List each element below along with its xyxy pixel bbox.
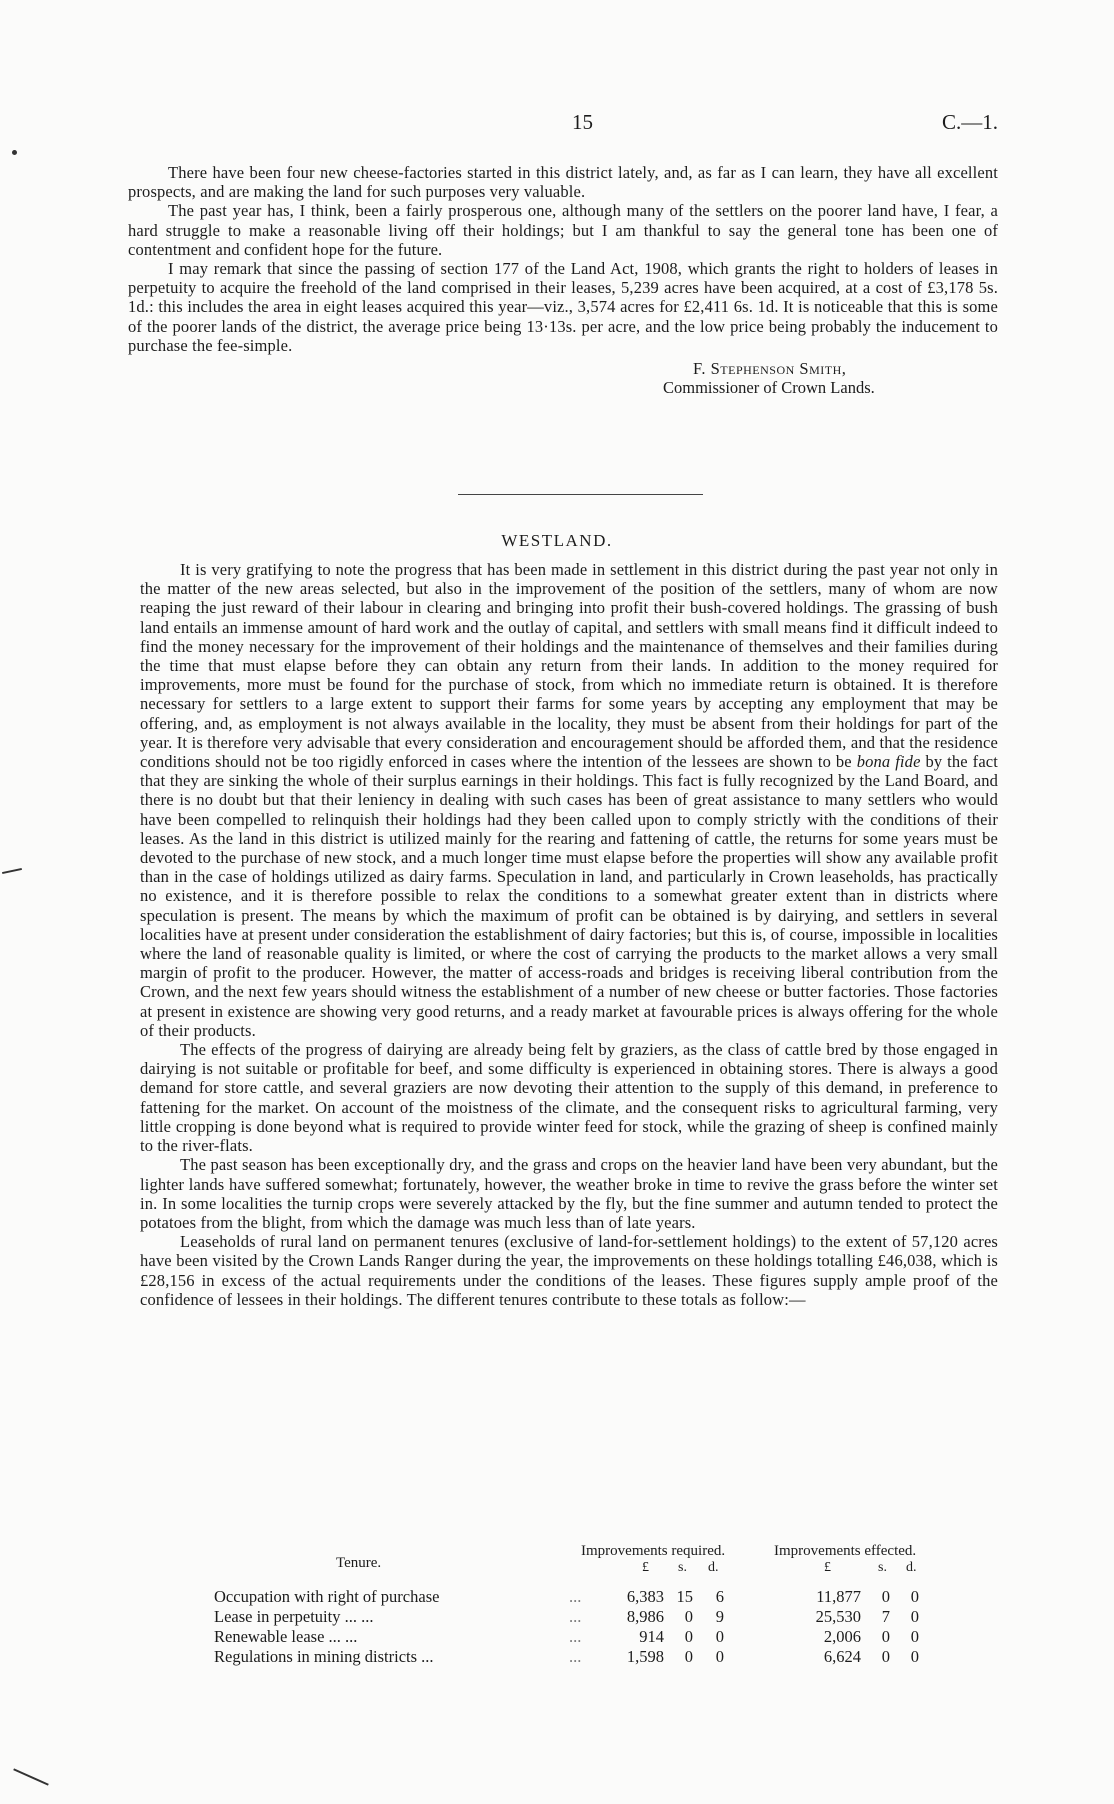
cell-req-d: 0 [715,1647,724,1666]
section-divider [458,494,703,495]
unit-pounds: £ [824,1560,831,1575]
column-header-required: Improvements required. [581,1543,726,1559]
cell-eff-d: 0 [910,1647,919,1666]
cell-req-s: 0 [684,1647,693,1666]
signature-block [663,359,998,398]
cell-req-d: 9 [715,1607,724,1626]
column-header-effected: Improvements effected. [774,1543,917,1559]
cell-eff-s: 0 [881,1627,890,1646]
unit-shillings: s. [678,1560,687,1575]
table-row [214,1627,974,1647]
cell-eff-s: 7 [881,1607,890,1626]
cell-req-s: 0 [684,1607,693,1626]
unit-pence: d. [708,1560,719,1575]
cell-req-l: 6,383 [626,1587,664,1606]
page-header [0,110,1114,140]
cell-eff-s: 0 [881,1587,890,1606]
tenure-table [214,1543,974,1667]
signature-name: F. Stephenson Smith, [693,359,847,379]
column-header-tenure: Tenure. [336,1555,382,1571]
page-number: 15 [572,110,593,134]
table-row [214,1607,974,1627]
cell-leader: ... [569,1607,582,1626]
cell-tenure: Renewable lease ... ... [214,1627,358,1646]
cell-eff-l: 2,006 [823,1627,861,1646]
unit-shillings: s. [878,1560,887,1575]
cell-eff-s: 0 [881,1647,890,1666]
italic-phrase: bona fide [856,752,921,772]
cell-req-l: 914 [639,1627,664,1646]
paragraph: There have been four new cheese-factories started in this district lately, and, as far as I can learn, they have all excellent prospects, and are making the land for such purposes very valuable. [128,163,998,202]
table-row [214,1647,974,1667]
table-row [214,1587,974,1607]
paragraph [140,560,998,1040]
table-body [214,1587,974,1667]
cell-leader: ... [569,1627,582,1646]
cell-eff-l: 11,877 [816,1587,861,1606]
cell-eff-d: 0 [910,1627,919,1646]
cell-req-l: 8,986 [626,1607,664,1626]
paragraph: The effects of the progress of dairying are already being felt by graziers, as the class of cattle bred by those engaged in dairying is not suitable or profitable for beef, and some difficulty is experienced in obtaining stores. There is always a good demand for store cattle, and several graziers are now devoting their attention to the supply of this demand, in preference to fattening for the market. On account of the moistness of the climate, and the consequent risks to agricultural farming, very little cropping is done beyond what is required to provide winter feed for stock, while the grazing of sheep is confined mainly to the river-flats. [140,1040,998,1156]
cell-tenure: Lease in perpetuity ... ... [214,1607,374,1626]
cell-eff-d: 0 [910,1607,919,1626]
scan-mark [13,1768,49,1785]
cell-req-l: 1,598 [626,1647,664,1666]
paragraph: The past season has been exceptionally dry, and the grass and crops on the heavier land have been very abundant, but the lighter lands have suffered somewhat; fortunately, however, the weather broke in time to revive the grass before the winter set in. In some localities the turnip crops were severely attacked by the fly, but the fine summer and autumn tended to protect the potatoes from the blight, from which the damage was much less than of late years. [140,1155,998,1232]
cell-eff-d: 0 [910,1587,919,1606]
unit-pounds: £ [642,1560,649,1575]
cell-leader: ... [569,1587,582,1606]
cell-req-d: 6 [715,1587,724,1606]
cell-req-d: 0 [715,1627,724,1646]
cell-leader: ... [569,1647,582,1666]
scan-mark [12,150,17,155]
unit-pence: d. [906,1560,917,1575]
scan-mark [2,868,22,874]
cell-eff-l: 25,530 [815,1607,861,1626]
cell-req-s: 0 [684,1627,693,1646]
cell-tenure: Regulations in mining districts ... [214,1647,434,1666]
cell-req-s: 15 [676,1587,693,1606]
cell-tenure: Occupation with right of purchase [214,1587,440,1606]
paragraph-text: It is very gratifying to note the progress that has been made in settlement in this district during the past year not only in the matter of the new areas selected, but also in the improvement of the position of the settlers, many of whom are now reaping the just reward of their labour in clearing and bringing into profit their bush-covered holdings. The grassing of bush land entails an immense amount of hard work and the outlay of capital, and settlers with small means find it difficult indeed to find the money necessary for the improvement of their holdings and the maintenance of themselves and their families during the time that must elapse before they can obtain any return from their lands. In addition to the money required for improvements, more must be found for the purchase of stock, from which no immediate return is obtained. It is therefore necessary for settlers to a large extent to support their farms for some years by accepting any employment that may be offering, and, as employment is not always available in the locality, they must be absent from their holdings for part of the year. It is therefore very advisable that every consideration and encouragement should be afforded them, and that the residence conditions should not be too rigidly enforced in cases where the intention of the lessees are shown to be [140,560,998,772]
paragraph: I may remark that since the passing of section 177 of the Land Act, 1908, which grants the right to holders of leases in perpetuity to acquire the freehold of the land comprised in their leases, 5,239 acres have been acquired, at a cost of £3,178 5s. 1d.: this includes the area in eight leases acquired this year—viz., 3,574 acres for £2,411 6s. 1d. It is noticeable that this is some of the poorer lands of the district, the average price being 13·13s. per acre, and the low price being probably the inducement to purchase the fee-simple. [128,259,998,355]
signature-title: Commissioner of Crown Lands. [663,378,875,398]
paragraph-text: by the fact that they are sinking the whole of their surplus earnings in their holdings. This fact is fully recognized by the Land Board, and there is no doubt but that their leniency in dealing with such cases has been of great assistance to many settlers who would have been compelled to relinquish their holdings had they been called upon to comply strictly with the conditions of their leases. As the land in this district is utilized mainly for the rearing and fattening of cattle, the returns for some years must be devoted to the purchase of new stock, and a much longer time must elapse before the properties will show any available profit than in the case of holdings utilized as dairy farms. Speculation in land, and particularly in Crown leaseholds, has practically no existence, and it is therefore possible to relax the conditions to a somewhat greater extent than in districts where speculation is present. The means by which the maximum of profit can be obtained is by dairying, and settlers in several localities have at present under consideration the establishment of dairy factories; but this is, of course, impossible in localities where the land of reasonable quality is limited, or where the cost of carrying the products to the market allows a very small margin of profit to the producer. However, the matter of access-roads and bridges is receiving liberal contribution from the Crown, and the next few years should witness the establishment of a number of new cheese or butter factories. Those factories at present in existence are showing very good returns, and a ready market at favourable prices is always offering for the whole of their products. [140,752,999,1040]
cell-eff-l: 6,624 [823,1647,861,1666]
table-header [214,1543,974,1587]
paragraph: The past year has, I think, been a fairly prosperous one, although many of the settlers on the poorer land have, I fear, a hard struggle to make a reasonable living off their holdings; but I am thankful to say the general tone has been one of contentment and confident hope for the future. [128,201,998,259]
document-reference: C.—1. [941,110,998,134]
paragraph: Leaseholds of rural land on permanent tenures (exclusive of land-for-settlement holdings) to the extent of 57,120 acres have been visited by the Crown Lands Ranger during the year, the improvements on these holdings totalling £46,038, which is £28,156 in excess of the actual requirements under the conditions of the leases. These figures supply ample proof of the confidence of lessees in their holdings. The different tenures contribute to these totals as follow:— [140,1232,998,1309]
section-continued [128,163,998,397]
section-heading: WESTLAND. [501,531,613,550]
section-westland [140,560,998,1309]
